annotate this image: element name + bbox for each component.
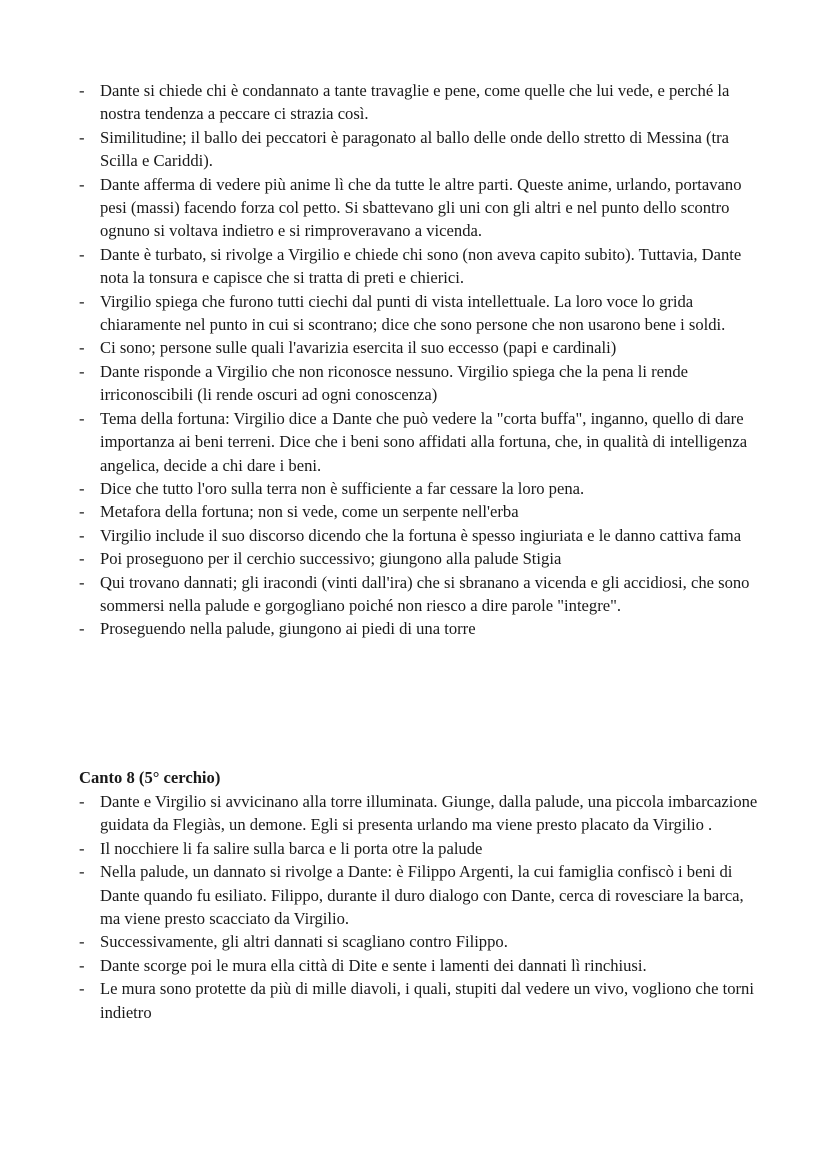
list-item	[79, 571, 759, 618]
list-item	[79, 790, 759, 837]
list-item	[79, 336, 759, 359]
list-item-text: Similitudine; il ballo dei peccatori è paragonato al ballo delle onde dello stretto di Messina (tra Scilla e Cariddi).	[100, 127, 729, 171]
bullet-dash: -	[79, 244, 85, 264]
bullet-dash: -	[79, 338, 85, 358]
bullet-dash: -	[79, 174, 85, 194]
list-item	[79, 617, 759, 640]
list-item	[79, 173, 759, 243]
bullet-dash: -	[79, 361, 85, 381]
list-item-text: Successivamente, gli altri dannati si scagliano contro Filippo.	[100, 932, 508, 952]
bullet-dash: -	[79, 862, 85, 882]
bullet-dash: -	[79, 932, 85, 952]
list-item	[79, 477, 759, 500]
bullet-dash: -	[79, 792, 85, 811]
bullet-dash: -	[79, 979, 85, 999]
list-item-text: Ci sono; persone sulle quali l'avarizia esercita il suo eccesso (papi e cardinali)	[100, 338, 617, 358]
bullet-dash: -	[79, 291, 85, 311]
list-item	[79, 407, 759, 477]
list-item	[79, 243, 759, 290]
canto-8-notes-list	[79, 790, 759, 1024]
list-item	[79, 500, 759, 523]
list-item	[79, 837, 759, 860]
list-item-text: Dante risponde a Virgilio che non riconosce nessuno. Virgilio spiega che la pena li rende irriconoscibili (li rende oscuri ad ogni conoscenza)	[100, 361, 689, 405]
list-item	[79, 860, 759, 930]
bullet-dash: -	[79, 478, 85, 498]
bullet-dash: -	[79, 525, 85, 545]
list-item-text: Dante e Virgilio si avvicinano alla torre illuminata. Giunge, dalla palude, una piccola imbarcazione guidata da Flegiàs, un demone. Egli si presenta urlando ma viene presto placato da Virgilio .	[100, 792, 758, 835]
list-item	[79, 79, 759, 126]
list-item-text: Metafora della fortuna; non si vede, come un serpente nell'erba	[100, 502, 519, 522]
bullet-dash: -	[79, 502, 85, 522]
list-item-text: Dante afferma di vedere più anime lì che da tutte le altre parti. Queste anime, urlando, portavano pesi (massi) facendo forza col petto. Si sbattevano gli uni con gli altri e nel punto dello scontro ognuno si voltava indietro e si rimproveravano a vicenda.	[100, 174, 742, 241]
list-item-text: Dice che tutto l'oro sulla terra non è sufficiente a far cessare la loro pena.	[100, 478, 585, 498]
list-item-text: Virgilio spiega che furono tutti ciechi dal punti di vista intellettuale. La loro voce lo grida chiaramente nel punto in cui si scontrano; dice che sono persone che non usarono bene i soldi.	[100, 291, 726, 335]
list-item-text: Qui trovano dannati; gli iracondi (vinti dall'ira) che si sbranano a vicenda e gli accidiosi, che sono sommersi nella palude e gorgogliano poiché non riesco a dire parole "integre".	[100, 572, 750, 615]
list-item-text: Poi proseguono per il cerchio successivo; giungono alla palude Stigia	[100, 549, 562, 569]
canto-7-notes-list	[79, 79, 759, 641]
list-item-text: Dante si chiede chi è condannato a tante travaglie e pene, come quelle che lui vede, e perché la nostra tendenza a peccare ci strazia così.	[100, 81, 730, 124]
list-item-text: Dante scorge poi le mura ella città di Dite e sente i lamenti dei dannati lì rinchiusi.	[100, 955, 647, 975]
list-item	[79, 290, 759, 337]
list-item	[79, 126, 759, 173]
list-item-text: Dante è turbato, si rivolge a Virgilio e chiede chi sono (non aveva capito subito). Tuttavia, Dante nota la tonsura e capisce che si tratta di preti e chierici.	[100, 244, 742, 288]
list-item	[79, 547, 759, 570]
list-item	[79, 360, 759, 407]
list-item-text: Virgilio include il suo discorso dicendo che la fortuna è spesso ingiuriata e le danno cattiva fama	[100, 525, 742, 545]
list-item	[79, 954, 759, 977]
list-item	[79, 930, 759, 953]
list-item-text: Nella palude, un dannato si rivolge a Dante: è Filippo Argenti, la cui famiglia confiscò i beni di Dante quando fu esiliato. Filippo, durante il duro dialogo con Dante, cerca di rovesciare la barca, ma viene presto scacciato da Virgilio.	[100, 862, 744, 929]
list-item-text: Proseguendo nella palude, giungono ai piedi di una torre	[100, 619, 476, 639]
bullet-dash: -	[79, 838, 85, 858]
bullet-dash: -	[79, 549, 85, 569]
bullet-dash: -	[79, 619, 85, 639]
bullet-dash: -	[79, 127, 85, 147]
bullet-dash: -	[79, 81, 85, 100]
list-item-text: Il nocchiere li fa salire sulla barca e li porta otre la palude	[100, 838, 483, 858]
list-item-text: Tema della fortuna: Virgilio dice a Dante che può vedere la "corta buffa", inganno, quello di dare importanza ai beni terreni. Dice che i beni sono affidati alla fortuna, che, in qualità di intelligenza angelica, decide a chi dare i beni.	[100, 408, 748, 475]
list-item	[79, 977, 759, 1024]
bullet-dash: -	[79, 955, 85, 975]
list-item-text: Le mura sono protette da più di mille diavoli, i quali, stupiti dal vedere un vivo, vogliono che torni indietro	[100, 979, 754, 1022]
list-item	[79, 524, 759, 547]
bullet-dash: -	[79, 572, 85, 592]
canto-8-heading: Canto 8 (5° cerchio)	[79, 768, 221, 787]
bullet-dash: -	[79, 408, 85, 428]
